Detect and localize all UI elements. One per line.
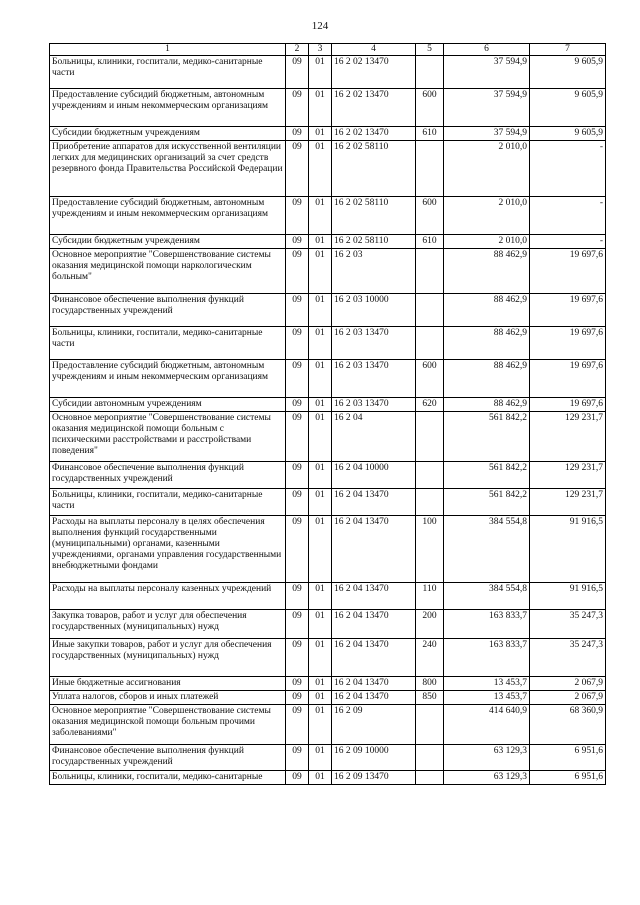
row-target-code: 16 2 03 xyxy=(332,249,416,294)
row-expense-type: 600 xyxy=(416,360,444,398)
row-amount-actual: 6 951,6 xyxy=(530,745,606,771)
row-subsection: 01 xyxy=(309,771,332,785)
row-subsection: 01 xyxy=(309,56,332,89)
row-amount-actual: 2 067,9 xyxy=(530,677,606,691)
row-name: Расходы на выплаты персоналу в целях обеспечения выполнения функций государственными (муниципальными) органами, казенными учреждениями, органами управления государственными внебюджетными фондами xyxy=(50,516,286,583)
table-row xyxy=(50,691,606,705)
row-target-code: 16 2 04 13470 xyxy=(332,610,416,639)
table-row xyxy=(50,89,606,127)
row-amount-plan: 13 453,7 xyxy=(444,677,530,691)
row-subsection: 01 xyxy=(309,583,332,610)
column-header-7: 7 xyxy=(530,44,606,56)
row-subsection: 01 xyxy=(309,610,332,639)
row-amount-actual: 19 697,6 xyxy=(530,327,606,360)
row-section: 09 xyxy=(286,360,309,398)
table-row xyxy=(50,705,606,745)
row-target-code: 16 2 03 10000 xyxy=(332,294,416,327)
row-target-code: 16 2 02 13470 xyxy=(332,56,416,89)
row-subsection: 01 xyxy=(309,360,332,398)
row-amount-plan: 2 010,0 xyxy=(444,141,530,197)
row-expense-type: 800 xyxy=(416,677,444,691)
row-target-code: 16 2 09 xyxy=(332,705,416,745)
row-target-code: 16 2 09 13470 xyxy=(332,771,416,785)
row-amount-actual: 68 360,9 xyxy=(530,705,606,745)
row-amount-plan: 2 010,0 xyxy=(444,197,530,235)
row-subsection: 01 xyxy=(309,639,332,677)
row-section: 09 xyxy=(286,489,309,516)
row-name: Больницы, клиники, госпитали, медико-санитарные xyxy=(50,771,286,785)
row-expense-type: 850 xyxy=(416,691,444,705)
row-target-code: 16 2 09 10000 xyxy=(332,745,416,771)
table-row xyxy=(50,677,606,691)
row-expense-type: 100 xyxy=(416,516,444,583)
row-subsection: 01 xyxy=(309,745,332,771)
row-amount-plan: 37 594,9 xyxy=(444,89,530,127)
row-section: 09 xyxy=(286,249,309,294)
row-target-code: 16 2 04 13470 xyxy=(332,489,416,516)
row-section: 09 xyxy=(286,294,309,327)
row-section: 09 xyxy=(286,327,309,360)
row-subsection: 01 xyxy=(309,127,332,141)
row-expense-type: 200 xyxy=(416,610,444,639)
column-header-5: 5 xyxy=(416,44,444,56)
column-header-2: 2 xyxy=(286,44,309,56)
table-row xyxy=(50,360,606,398)
row-name: Уплата налогов, сборов и иных платежей xyxy=(50,691,286,705)
row-amount-plan: 88 462,9 xyxy=(444,398,530,412)
table-row xyxy=(50,327,606,360)
row-amount-plan: 63 129,3 xyxy=(444,745,530,771)
row-target-code: 16 2 03 13470 xyxy=(332,327,416,360)
column-header-1: 1 xyxy=(50,44,286,56)
row-amount-actual: 91 916,5 xyxy=(530,583,606,610)
row-expense-type: 110 xyxy=(416,583,444,610)
row-expense-type xyxy=(416,745,444,771)
row-expense-type: 600 xyxy=(416,197,444,235)
row-target-code: 16 2 04 13470 xyxy=(332,677,416,691)
row-name: Приобретение аппаратов для искусственной вентиляции легких для медицинских организаций за счет средств резервного фонда Правительства Российской Федерации xyxy=(50,141,286,197)
row-expense-type xyxy=(416,249,444,294)
row-amount-actual: 91 916,5 xyxy=(530,516,606,583)
row-target-code: 16 2 02 58110 xyxy=(332,235,416,249)
row-name: Субсидии бюджетным учреждениям xyxy=(50,235,286,249)
row-expense-type: 610 xyxy=(416,127,444,141)
row-subsection: 01 xyxy=(309,691,332,705)
row-amount-plan: 88 462,9 xyxy=(444,360,530,398)
row-expense-type xyxy=(416,489,444,516)
row-section: 09 xyxy=(286,412,309,462)
budget-table xyxy=(49,43,606,785)
table-row xyxy=(50,489,606,516)
row-name: Иные закупки товаров, работ и услуг для обеспечения государственных (муниципальных) нужд xyxy=(50,639,286,677)
row-subsection: 01 xyxy=(309,249,332,294)
row-subsection: 01 xyxy=(309,677,332,691)
row-target-code: 16 2 03 13470 xyxy=(332,398,416,412)
row-section: 09 xyxy=(286,127,309,141)
row-subsection: 01 xyxy=(309,89,332,127)
row-amount-plan: 37 594,9 xyxy=(444,56,530,89)
table-row xyxy=(50,583,606,610)
row-name: Предоставление субсидий бюджетным, автономным учреждениям и иным некоммерческим организациям xyxy=(50,360,286,398)
row-section: 09 xyxy=(286,398,309,412)
table-row xyxy=(50,745,606,771)
row-section: 09 xyxy=(286,141,309,197)
row-target-code: 16 2 04 13470 xyxy=(332,639,416,677)
row-target-code: 16 2 04 13470 xyxy=(332,691,416,705)
table-row xyxy=(50,249,606,294)
table-row xyxy=(50,127,606,141)
row-amount-plan: 561 842,2 xyxy=(444,412,530,462)
row-section: 09 xyxy=(286,197,309,235)
row-target-code: 16 2 02 13470 xyxy=(332,89,416,127)
row-name: Субсидии автономным учреждениям xyxy=(50,398,286,412)
page-number: 124 xyxy=(311,20,329,32)
row-expense-type: 240 xyxy=(416,639,444,677)
row-amount-plan: 88 462,9 xyxy=(444,327,530,360)
row-subsection: 01 xyxy=(309,412,332,462)
row-amount-plan: 384 554,8 xyxy=(444,516,530,583)
row-subsection: 01 xyxy=(309,705,332,745)
row-section: 09 xyxy=(286,677,309,691)
row-amount-actual: 19 697,6 xyxy=(530,360,606,398)
table-row xyxy=(50,462,606,489)
row-expense-type: 610 xyxy=(416,235,444,249)
row-amount-plan: 384 554,8 xyxy=(444,583,530,610)
row-target-code: 16 2 02 58110 xyxy=(332,197,416,235)
row-target-code: 16 2 04 13470 xyxy=(332,583,416,610)
row-section: 09 xyxy=(286,745,309,771)
table-row xyxy=(50,516,606,583)
table-row xyxy=(50,771,606,785)
row-name: Больницы, клиники, госпитали, медико-санитарные части xyxy=(50,56,286,89)
row-amount-actual: 2 067,9 xyxy=(530,691,606,705)
table-row xyxy=(50,412,606,462)
row-expense-type: 600 xyxy=(416,89,444,127)
row-amount-plan: 88 462,9 xyxy=(444,294,530,327)
row-amount-plan: 88 462,9 xyxy=(444,249,530,294)
row-amount-plan: 561 842,2 xyxy=(444,489,530,516)
row-section: 09 xyxy=(286,516,309,583)
row-expense-type xyxy=(416,56,444,89)
row-section: 09 xyxy=(286,610,309,639)
row-section: 09 xyxy=(286,705,309,745)
row-amount-plan: 13 453,7 xyxy=(444,691,530,705)
row-amount-actual: 19 697,6 xyxy=(530,249,606,294)
row-target-code: 16 2 03 13470 xyxy=(332,360,416,398)
row-target-code: 16 2 04 xyxy=(332,412,416,462)
row-section: 09 xyxy=(286,462,309,489)
row-amount-plan: 37 594,9 xyxy=(444,127,530,141)
row-target-code: 16 2 02 13470 xyxy=(332,127,416,141)
row-name: Финансовое обеспечение выполнения функций государственных учреждений xyxy=(50,462,286,489)
row-amount-actual: 35 247,3 xyxy=(530,639,606,677)
row-amount-plan: 163 833,7 xyxy=(444,639,530,677)
row-amount-actual: - xyxy=(530,141,606,197)
row-subsection: 01 xyxy=(309,141,332,197)
row-amount-actual: 19 697,6 xyxy=(530,398,606,412)
row-name: Больницы, клиники, госпитали, медико-санитарные части xyxy=(50,327,286,360)
row-target-code: 16 2 04 13470 xyxy=(332,516,416,583)
row-subsection: 01 xyxy=(309,327,332,360)
row-expense-type xyxy=(416,705,444,745)
row-subsection: 01 xyxy=(309,516,332,583)
row-name: Финансовое обеспечение выполнения функций государственных учреждений xyxy=(50,745,286,771)
row-subsection: 01 xyxy=(309,489,332,516)
row-subsection: 01 xyxy=(309,398,332,412)
row-amount-actual: - xyxy=(530,235,606,249)
row-amount-actual: 129 231,7 xyxy=(530,462,606,489)
row-amount-actual: 6 951,6 xyxy=(530,771,606,785)
row-section: 09 xyxy=(286,691,309,705)
row-subsection: 01 xyxy=(309,197,332,235)
table-row xyxy=(50,294,606,327)
row-name: Больницы, клиники, госпитали, медико-санитарные части xyxy=(50,489,286,516)
row-amount-actual: 129 231,7 xyxy=(530,489,606,516)
column-header-4: 4 xyxy=(332,44,416,56)
row-name: Субсидии бюджетным учреждениям xyxy=(50,127,286,141)
table-row xyxy=(50,141,606,197)
table-row xyxy=(50,56,606,89)
column-header-6: 6 xyxy=(444,44,530,56)
row-name: Предоставление субсидий бюджетным, автономным учреждениям и иным некоммерческим организациям xyxy=(50,197,286,235)
row-section: 09 xyxy=(286,235,309,249)
row-section: 09 xyxy=(286,583,309,610)
row-amount-plan: 561 842,2 xyxy=(444,462,530,489)
row-amount-plan: 163 833,7 xyxy=(444,610,530,639)
row-subsection: 01 xyxy=(309,462,332,489)
row-name: Основное мероприятие "Совершенствование системы оказания медицинской помощи больным прочими заболеваниями" xyxy=(50,705,286,745)
row-amount-plan: 2 010,0 xyxy=(444,235,530,249)
row-expense-type xyxy=(416,294,444,327)
row-target-code: 16 2 02 58110 xyxy=(332,141,416,197)
row-amount-plan: 63 129,3 xyxy=(444,771,530,785)
row-amount-plan: 414 640,9 xyxy=(444,705,530,745)
row-amount-actual: 35 247,3 xyxy=(530,610,606,639)
row-section: 09 xyxy=(286,771,309,785)
row-name: Расходы на выплаты персоналу казенных учреждений xyxy=(50,583,286,610)
row-amount-actual: 9 605,9 xyxy=(530,56,606,89)
table-row xyxy=(50,235,606,249)
row-amount-actual: 9 605,9 xyxy=(530,127,606,141)
table-row xyxy=(50,610,606,639)
row-name: Предоставление субсидий бюджетным, автономным учреждениям и иным некоммерческим организациям xyxy=(50,89,286,127)
row-amount-actual: 9 605,9 xyxy=(530,89,606,127)
row-expense-type: 620 xyxy=(416,398,444,412)
row-expense-type xyxy=(416,141,444,197)
row-expense-type xyxy=(416,327,444,360)
row-subsection: 01 xyxy=(309,294,332,327)
row-amount-actual: 129 231,7 xyxy=(530,412,606,462)
row-expense-type xyxy=(416,462,444,489)
row-name: Иные бюджетные ассигнования xyxy=(50,677,286,691)
table-row xyxy=(50,639,606,677)
table-row xyxy=(50,398,606,412)
column-header-3: 3 xyxy=(309,44,332,56)
table-row xyxy=(50,197,606,235)
row-subsection: 01 xyxy=(309,235,332,249)
row-name: Основное мероприятие "Совершенствование системы оказания медицинской помощи больным с психическими расстройствами и расстройствами поведения" xyxy=(50,412,286,462)
row-amount-actual: 19 697,6 xyxy=(530,294,606,327)
row-expense-type xyxy=(416,412,444,462)
row-amount-actual: - xyxy=(530,197,606,235)
row-name: Основное мероприятие "Совершенствование системы оказания медицинской помощи наркологическим больным" xyxy=(50,249,286,294)
row-section: 09 xyxy=(286,639,309,677)
row-name: Закупка товаров, работ и услуг для обеспечения государственных (муниципальных) нужд xyxy=(50,610,286,639)
row-target-code: 16 2 04 10000 xyxy=(332,462,416,489)
row-expense-type xyxy=(416,771,444,785)
row-section: 09 xyxy=(286,89,309,127)
header-row xyxy=(50,44,606,56)
row-section: 09 xyxy=(286,56,309,89)
row-name: Финансовое обеспечение выполнения функций государственных учреждений xyxy=(50,294,286,327)
